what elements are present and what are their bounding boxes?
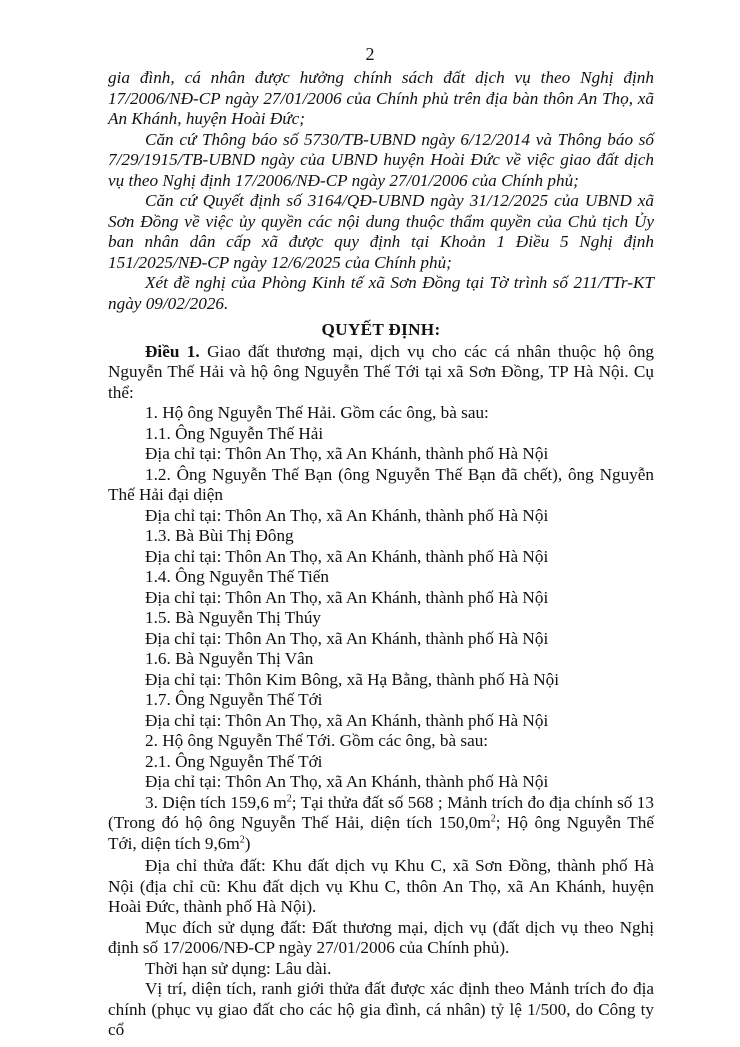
document-body: [108, 68, 654, 1041]
page-number: 2: [365, 44, 375, 64]
list-item: 1.4. Ông Nguyễn Thế Tiến: [145, 567, 329, 586]
area-text-3: ; Hộ ông Nguyễn Thế Tới, diện tích 9,6m: [108, 813, 655, 853]
list-item: 1.2. Ông Nguyễn Thế Bạn (ông Nguyễn Thế Bạn đã chết), ông Nguyễn Thế Hải đại diện: [108, 464, 654, 504]
preamble-proposal: Xét đề nghị của Phòng Kinh tế xã Sơn Đồng tại Tờ trình số 211/TTr-KT ngày 09/02/2026.: [108, 273, 654, 313]
decision-heading: QUYẾT ĐỊNH:: [321, 320, 441, 339]
superscript-2: 2: [239, 833, 245, 845]
superscript-2: 2: [490, 813, 496, 825]
preamble-continuation: gia đình, cá nhân được hưởng chính sách đất dịch vụ theo Nghị định 17/2006/NĐ-CP ngày 27/01/2006 của Chính phủ trên địa bàn thôn An Thọ, xã An Khánh, huyện Hoài Đức;: [108, 68, 654, 128]
parcel-address: Địa chỉ thửa đất: Khu đất dịch vụ Khu C, xã Sơn Đồng, thành phố Hà Nội (địa chỉ cũ: Khu đất dịch vụ Khu C, thôn An Thọ, xã An Khánh, huyện Hoài Đức, thành phố Hà Nội).: [108, 856, 654, 916]
parcel-location: Vị trí, diện tích, ranh giới thửa đất được xác định theo Mảnh trích đo địa chính (phục vụ giao đất cho các hộ gia đình, cá nhân) tỷ lệ 1/500, do Công ty cổ: [108, 979, 654, 1039]
list-item: 2. Hộ ông Nguyễn Thế Tới. Gồm các ông, bà sau:: [145, 731, 489, 750]
article-1-label: Điều 1.: [145, 341, 200, 361]
area-text-2: ; Tại thửa đất số 568 ; Mảnh trích đo địa chính số 13 (Trong đó hộ ông Nguyễn Thế Hải, diện tích 150,0m: [108, 792, 654, 832]
list-item: 1.6. Bà Nguyễn Thị Vân: [145, 649, 314, 668]
list-item: Địa chỉ tại: Thôn An Thọ, xã An Khánh, thành phố Hà Nội: [145, 587, 549, 607]
list-item: Địa chỉ tại: Thôn An Thọ, xã An Khánh, thành phố Hà Nội: [145, 710, 549, 730]
list-item: 1. Hộ ông Nguyễn Thế Hải. Gồm các ông, bà sau:: [145, 403, 489, 422]
area-text-1: 3. Diện tích 159,6 m: [145, 792, 287, 812]
article-1-text: Giao đất thương mại, dịch vụ cho các cá nhân thuộc hộ ông Nguyễn Thế Hải và hộ ông Nguyễn Thế Tới tại xã Sơn Đồng, TP Hà Nội. Cụ thể:: [108, 341, 655, 402]
preamble-basis-decision: Căn cứ Quyết định số 3164/QĐ-UBND ngày 31/12/2025 của UBND xã Sơn Đồng về việc ủy quyền các nội dung thuộc thẩm quyền của Chủ tịch Ủy ban nhân dân cấp xã được quy định tại Khoản 1 Điều 5 Nghị định 151/2025/NĐ-CP ngày 12/6/2025 của Chính phủ;: [108, 191, 654, 272]
list-item: 1.3. Bà Bùi Thị Đông: [145, 526, 294, 545]
list-item: Địa chỉ tại: Thôn Kim Bông, xã Hạ Bằng, thành phố Hà Nội: [145, 669, 560, 689]
land-use-purpose: Mục đích sử dụng đất: Đất thương mại, dịch vụ (đất dịch vụ theo Nghị định số 17/2006/NĐ-CP ngày 27/01/2006 của Chính phủ).: [108, 917, 654, 957]
list-item: 1.5. Bà Nguyễn Thị Thúy: [145, 608, 322, 627]
list-item: Địa chỉ tại: Thôn An Thọ, xã An Khánh, thành phố Hà Nội: [145, 772, 549, 791]
preamble-basis-notice: Căn cứ Thông báo số 5730/TB-UBND ngày 6/12/2014 và Thông báo số 7/29/1915/TB-UBND ngày của UBND huyện Hoài Đức về việc giao đất dịch vụ theo Nghị định 17/2006/NĐ-CP ngày 27/01/2006 của Chính phủ;: [108, 129, 654, 190]
area-text-4: ): [244, 833, 251, 853]
superscript-2: 2: [286, 792, 292, 804]
land-use-term: Thời hạn sử dụng: Lâu dài.: [145, 958, 332, 978]
list-item: 1.1. Ông Nguyễn Thế Hải: [145, 423, 324, 443]
list-item: Địa chỉ tại: Thôn An Thọ, xã An Khánh, thành phố Hà Nội: [145, 628, 549, 648]
list-item: Địa chỉ tại: Thôn An Thọ, xã An Khánh, thành phố Hà Nội: [145, 546, 549, 566]
list-item: Địa chỉ tại: Thôn An Thọ, xã An Khánh, thành phố Hà Nội: [145, 505, 549, 525]
list-item: 1.7. Ông Nguyễn Thế Tới: [145, 690, 323, 709]
list-item: Địa chỉ tại: Thôn An Thọ, xã An Khánh, thành phố Hà Nội: [145, 444, 549, 463]
article-1: [108, 342, 654, 404]
list-item: 2.1. Ông Nguyễn Thế Tới: [145, 751, 323, 771]
area-paragraph: [108, 793, 654, 855]
